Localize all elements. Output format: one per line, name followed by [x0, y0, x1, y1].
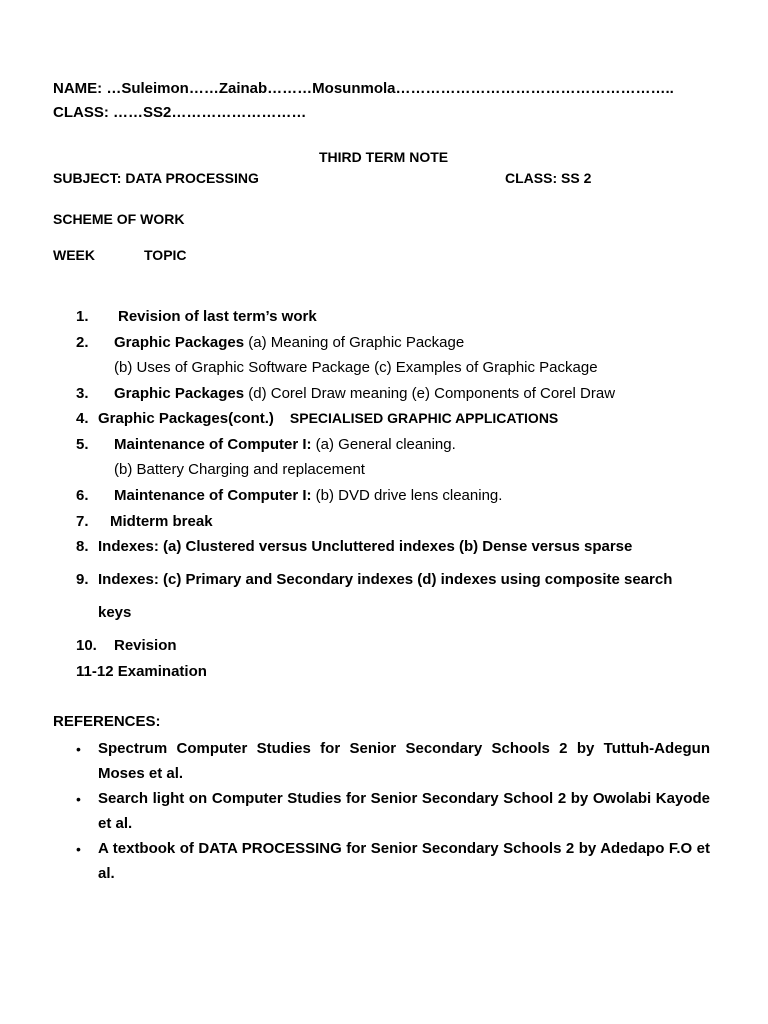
topic-bold: Graphic Packages	[114, 385, 245, 402]
week-topic	[114, 487, 502, 504]
week-number: 9.	[76, 571, 89, 588]
class-line: CLASS: ……SS2………………………	[53, 104, 307, 121]
week-topic: Indexes: (a) Clustered versus Uncluttered indexes (b) Dense versus sparse	[98, 538, 633, 555]
week-number: 4.	[76, 410, 89, 427]
week-number: 10.	[76, 637, 97, 654]
week-topic-cont: (b) Uses of Graphic Software Package (c) Examples of Graphic Package	[114, 359, 598, 376]
reference-item: Spectrum Computer Studies for Senior Secondary Schools 2 by Tuttuh-Adegun Moses et al.	[98, 740, 710, 782]
week-header: WEEK	[53, 247, 95, 263]
subject-line: SUBJECT: DATA PROCESSING	[53, 170, 259, 186]
week-topic: Indexes: (c) Primary and Secondary indexes (d) indexes using composite search	[98, 571, 673, 588]
topic-rest: (a) Meaning of Graphic Package	[244, 334, 465, 351]
week-topic	[114, 334, 464, 351]
week-topic: Revision of last term’s work	[118, 308, 317, 325]
week-number: 5.	[76, 436, 89, 453]
week-number: 11-12	[76, 663, 114, 680]
topic-rest: (d) Corel Draw meaning (e) Components of Corel Draw	[244, 385, 616, 402]
week-number: 1.	[76, 308, 89, 325]
week-number: 8.	[76, 538, 89, 555]
reference-item: Search light on Computer Studies for Senior Secondary School 2 by Owolabi Kayode et al.	[98, 790, 710, 832]
scheme-heading: SCHEME OF WORK	[53, 211, 185, 227]
topic-header: TOPIC	[144, 247, 187, 263]
bullet-icon: •	[76, 791, 81, 807]
name-line: NAME: …Suleimon……Zainab………Mosunmola………………………………………………..	[53, 80, 674, 97]
topic-rest: SPECIALISED GRAPHIC APPLICATIONS	[289, 410, 559, 426]
week-topic	[98, 410, 558, 427]
topic-rest: (b) DVD drive lens cleaning.	[311, 487, 503, 504]
references-heading: REFERENCES:	[53, 713, 161, 730]
week-item-exam	[76, 663, 207, 680]
week-topic: Revision	[114, 637, 177, 654]
week-topic	[114, 436, 456, 453]
page-title: THIRD TERM NOTE	[319, 149, 449, 165]
bullet-icon: •	[76, 741, 81, 757]
week-number: 7.	[76, 513, 89, 530]
week-topic-cont: (b) Battery Charging and replacement	[114, 461, 365, 478]
week-topic: Examination	[117, 663, 207, 680]
topic-rest: (a) General cleaning.	[311, 436, 456, 453]
topic-bold: Graphic Packages(cont.)	[98, 410, 274, 427]
week-number: 3.	[76, 385, 89, 402]
topic-bold: Graphic Packages	[114, 334, 245, 351]
week-number: 6.	[76, 487, 89, 504]
reference-item: A textbook of DATA PROCESSING for Senior Secondary Schools 2 by Adedapo F.O et al.	[98, 840, 710, 882]
topic-bold: Maintenance of Computer I:	[114, 436, 312, 453]
week-topic: Midterm break	[110, 513, 213, 530]
week-topic	[114, 385, 615, 402]
bullet-icon: •	[76, 841, 81, 857]
week-topic-cont: keys	[98, 604, 132, 621]
topic-bold: Maintenance of Computer I:	[114, 487, 312, 504]
week-number: 2.	[76, 334, 89, 351]
class-right: CLASS: SS 2	[505, 170, 592, 186]
